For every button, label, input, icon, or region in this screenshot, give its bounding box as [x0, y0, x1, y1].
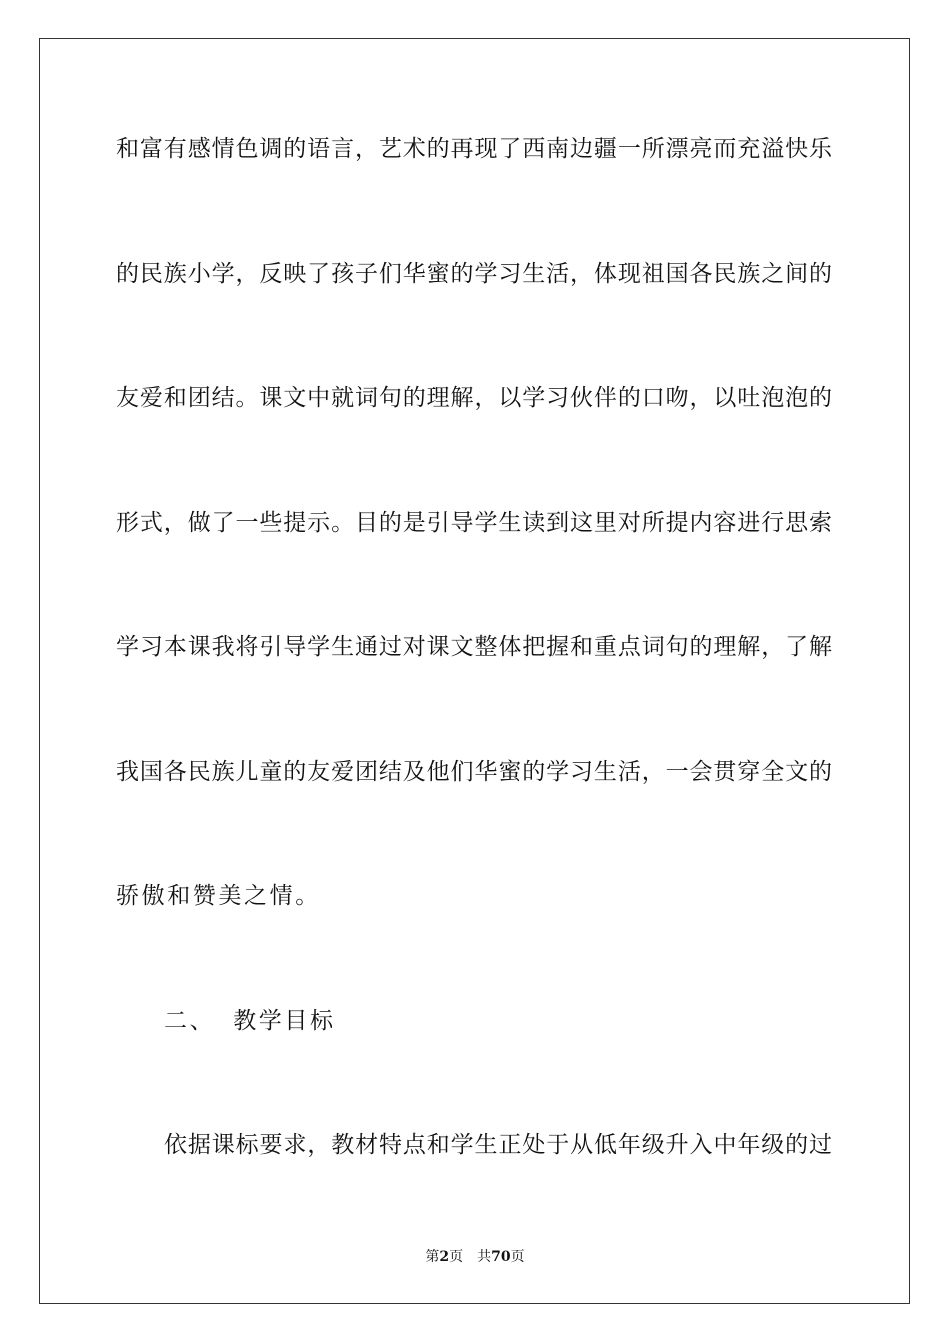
footer-page-mid: 页 [449, 1249, 464, 1265]
section-heading-text: 教学目标 [233, 1008, 336, 1034]
section-heading-number: 二、 [164, 1008, 216, 1034]
page-footer [0, 1246, 950, 1266]
footer-page-total: 70 [491, 1249, 511, 1265]
body-line-1: 和富有感情色调的语言，艺术的再现了西南边疆一所漂亮而充溢快乐 [116, 136, 832, 162]
footer-total-suffix: 页 [510, 1249, 525, 1265]
body-line-2: 的民族小学，反映了孩子们华蜜的学习生活，体现祖国各民族之间的 [116, 261, 832, 287]
footer-page-current: 2 [439, 1249, 450, 1265]
body-line-3: 友爱和团结。课文中就词句的理解，以学习伙伴的口吻，以吐泡泡的 [116, 385, 832, 411]
body-line-7: 骄傲和赞美之情。 [116, 883, 321, 909]
section-heading [164, 1007, 884, 1035]
body-line-5: 学习本课我将引导学生通过对课文整体把握和重点词句的理解，了解 [116, 634, 832, 660]
body-line-8: 依据课标要求，教材特点和学生正处于从低年级升入中年级的过 [164, 1132, 832, 1158]
page-border [39, 38, 910, 1304]
footer-page-prefix: 第 [425, 1249, 440, 1265]
body-line-4: 形式，做了一些提示。目的是引导学生读到这里对所提内容进行思索 [116, 510, 832, 536]
body-line-6: 我国各民族儿童的友爱团结及他们华蜜的学习生活，一会贯穿全文的 [116, 759, 832, 785]
footer-total-prefix: 共 [477, 1249, 492, 1265]
